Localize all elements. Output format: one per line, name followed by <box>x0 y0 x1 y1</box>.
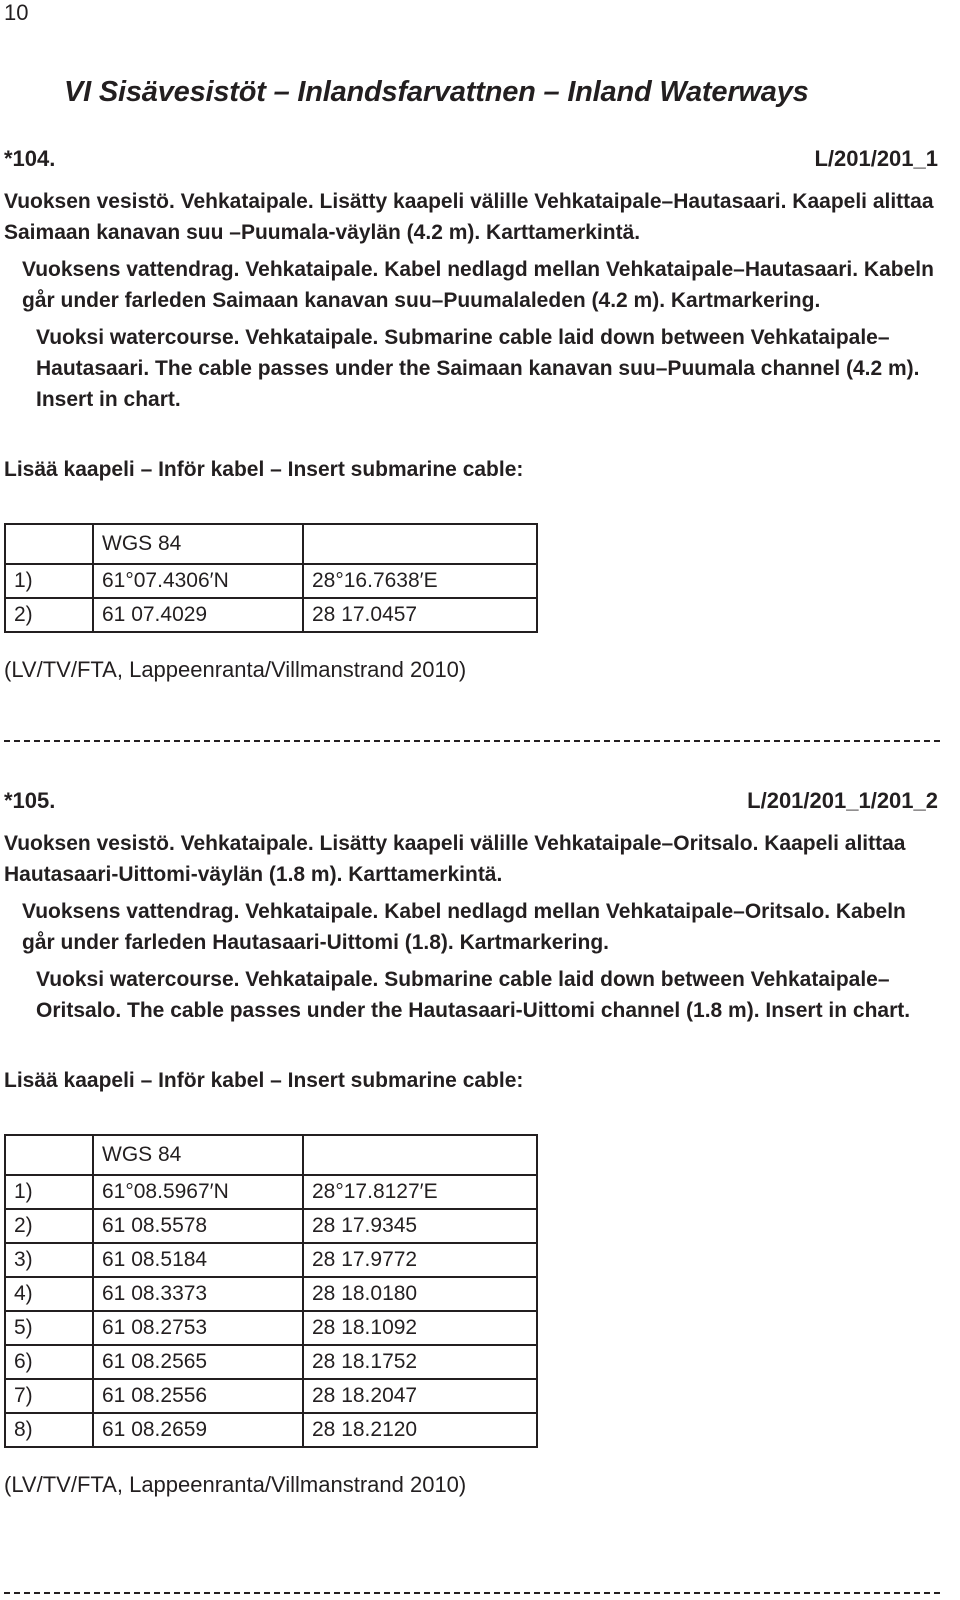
longitude-cell: 28 18.2120 <box>303 1413 537 1447</box>
page-number: 10 <box>4 0 29 25</box>
notice-text-english: Vuoksi watercourse. Vehkataipale. Submarine cable laid down between Vehkataipale–Oritsalo. The cable passes under the Hautasaari-Uittomi channel (1.8 m). Insert in chart. <box>36 968 911 1022</box>
table-row <box>5 1277 537 1311</box>
notice-text-finnish: Vuoksen vesistö. Vehkataipale. Lisätty kaapeli välille Vehkataipale–Oritsalo. Kaapeli alittaa Hautasaari-Uittomi-väylän (1.8 m). Karttamerkintä. <box>4 832 906 886</box>
coordinates-table <box>4 523 538 633</box>
latitude-cell: 61 08.3373 <box>93 1277 303 1311</box>
latitude-cell: 61 07.4029 <box>93 598 303 632</box>
point-number: 6) <box>5 1345 93 1379</box>
point-number: 5) <box>5 1311 93 1345</box>
source-note: (LV/TV/FTA, Lappeenranta/Villmanstrand 2010) <box>4 1472 467 1497</box>
notice-divider <box>4 1592 940 1594</box>
point-number: 7) <box>5 1379 93 1413</box>
latitude-cell: 61 08.2556 <box>93 1379 303 1413</box>
table-row <box>5 1209 537 1243</box>
chart-reference: L/201/201_1/201_2 <box>747 788 938 813</box>
insert-heading: Lisää kaapeli – Inför kabel – Insert submarine cable: <box>4 458 524 481</box>
longitude-cell: 28 17.9772 <box>303 1243 537 1277</box>
table-row <box>5 1413 537 1447</box>
notice-105 <box>4 788 938 1500</box>
table-header-row <box>5 1135 537 1175</box>
point-number: 8) <box>5 1413 93 1447</box>
point-number: 1) <box>5 564 93 598</box>
point-number: 2) <box>5 598 93 632</box>
insert-heading: Lisää kaapeli – Inför kabel – Insert submarine cable: <box>4 1069 524 1092</box>
longitude-cell: 28°17.8127′E <box>303 1175 537 1209</box>
table-row <box>5 1311 537 1345</box>
notice-divider <box>4 740 940 742</box>
chart-reference: L/201/201_1 <box>814 146 938 171</box>
latitude-cell: 61 08.5184 <box>93 1243 303 1277</box>
notice-text-english: Vuoksi watercourse. Vehkataipale. Submarine cable laid down between Vehkataipale–Hautasaari. The cable passes under the Saimaan kanavan suu–Puumala channel (4.2 m). Insert in chart. <box>36 326 920 411</box>
table-header-row <box>5 524 537 564</box>
longitude-cell: 28 17.0457 <box>303 598 537 632</box>
source-note: (LV/TV/FTA, Lappeenranta/Villmanstrand 2010) <box>4 657 467 682</box>
notice-104 <box>4 146 938 685</box>
table-header-cell: WGS 84 <box>93 1135 303 1175</box>
point-number: 3) <box>5 1243 93 1277</box>
table-header-cell <box>5 1135 93 1175</box>
longitude-cell: 28 18.1752 <box>303 1345 537 1379</box>
table-row <box>5 564 537 598</box>
latitude-cell: 61 08.5578 <box>93 1209 303 1243</box>
notice-header <box>4 788 938 822</box>
longitude-cell: 28 17.9345 <box>303 1209 537 1243</box>
latitude-cell: 61 08.2659 <box>93 1413 303 1447</box>
notice-text-swedish: Vuoksens vattendrag. Vehkataipale. Kabel nedlagd mellan Vehkataipale–Oritsalo. Kabeln går under farleden Hautasaari-Uittomi (1.8). Kartmarkering. <box>22 900 906 954</box>
notice-text-swedish: Vuoksens vattendrag. Vehkataipale. Kabel nedlagd mellan Vehkataipale–Hautasaari. Kabeln går under farleden Saimaan kanavan suu–Puumalaleden (4.2 m). Kartmarkering. <box>22 258 934 312</box>
longitude-cell: 28 18.2047 <box>303 1379 537 1413</box>
longitude-cell: 28 18.0180 <box>303 1277 537 1311</box>
coordinates-table <box>4 1134 538 1448</box>
table-header-cell: WGS 84 <box>93 524 303 564</box>
longitude-cell: 28 18.1092 <box>303 1311 537 1345</box>
table-header-cell <box>303 1135 537 1175</box>
table-header-cell <box>303 524 537 564</box>
table-row <box>5 1345 537 1379</box>
table-row <box>5 1243 537 1277</box>
point-number: 4) <box>5 1277 93 1311</box>
notice-number: *105. <box>4 788 56 813</box>
section-title: VI Sisävesistöt – Inlandsfarvattnen – Inland Waterways <box>64 76 809 108</box>
longitude-cell: 28°16.7638′E <box>303 564 537 598</box>
notice-header <box>4 146 938 180</box>
latitude-cell: 61°08.5967′N <box>93 1175 303 1209</box>
table-row <box>5 598 537 632</box>
notice-number: *104. <box>4 146 56 171</box>
table-header-cell <box>5 524 93 564</box>
table-row <box>5 1379 537 1413</box>
latitude-cell: 61 08.2565 <box>93 1345 303 1379</box>
table-row <box>5 1175 537 1209</box>
point-number: 2) <box>5 1209 93 1243</box>
latitude-cell: 61 08.2753 <box>93 1311 303 1345</box>
notice-text-finnish: Vuoksen vesistö. Vehkataipale. Lisätty kaapeli välille Vehkataipale–Hautasaari. Kaapeli alittaa Saimaan kanavan suu –Puumala-väylän (4.2 m). Karttamerkintä. <box>4 190 934 244</box>
latitude-cell: 61°07.4306′N <box>93 564 303 598</box>
point-number: 1) <box>5 1175 93 1209</box>
